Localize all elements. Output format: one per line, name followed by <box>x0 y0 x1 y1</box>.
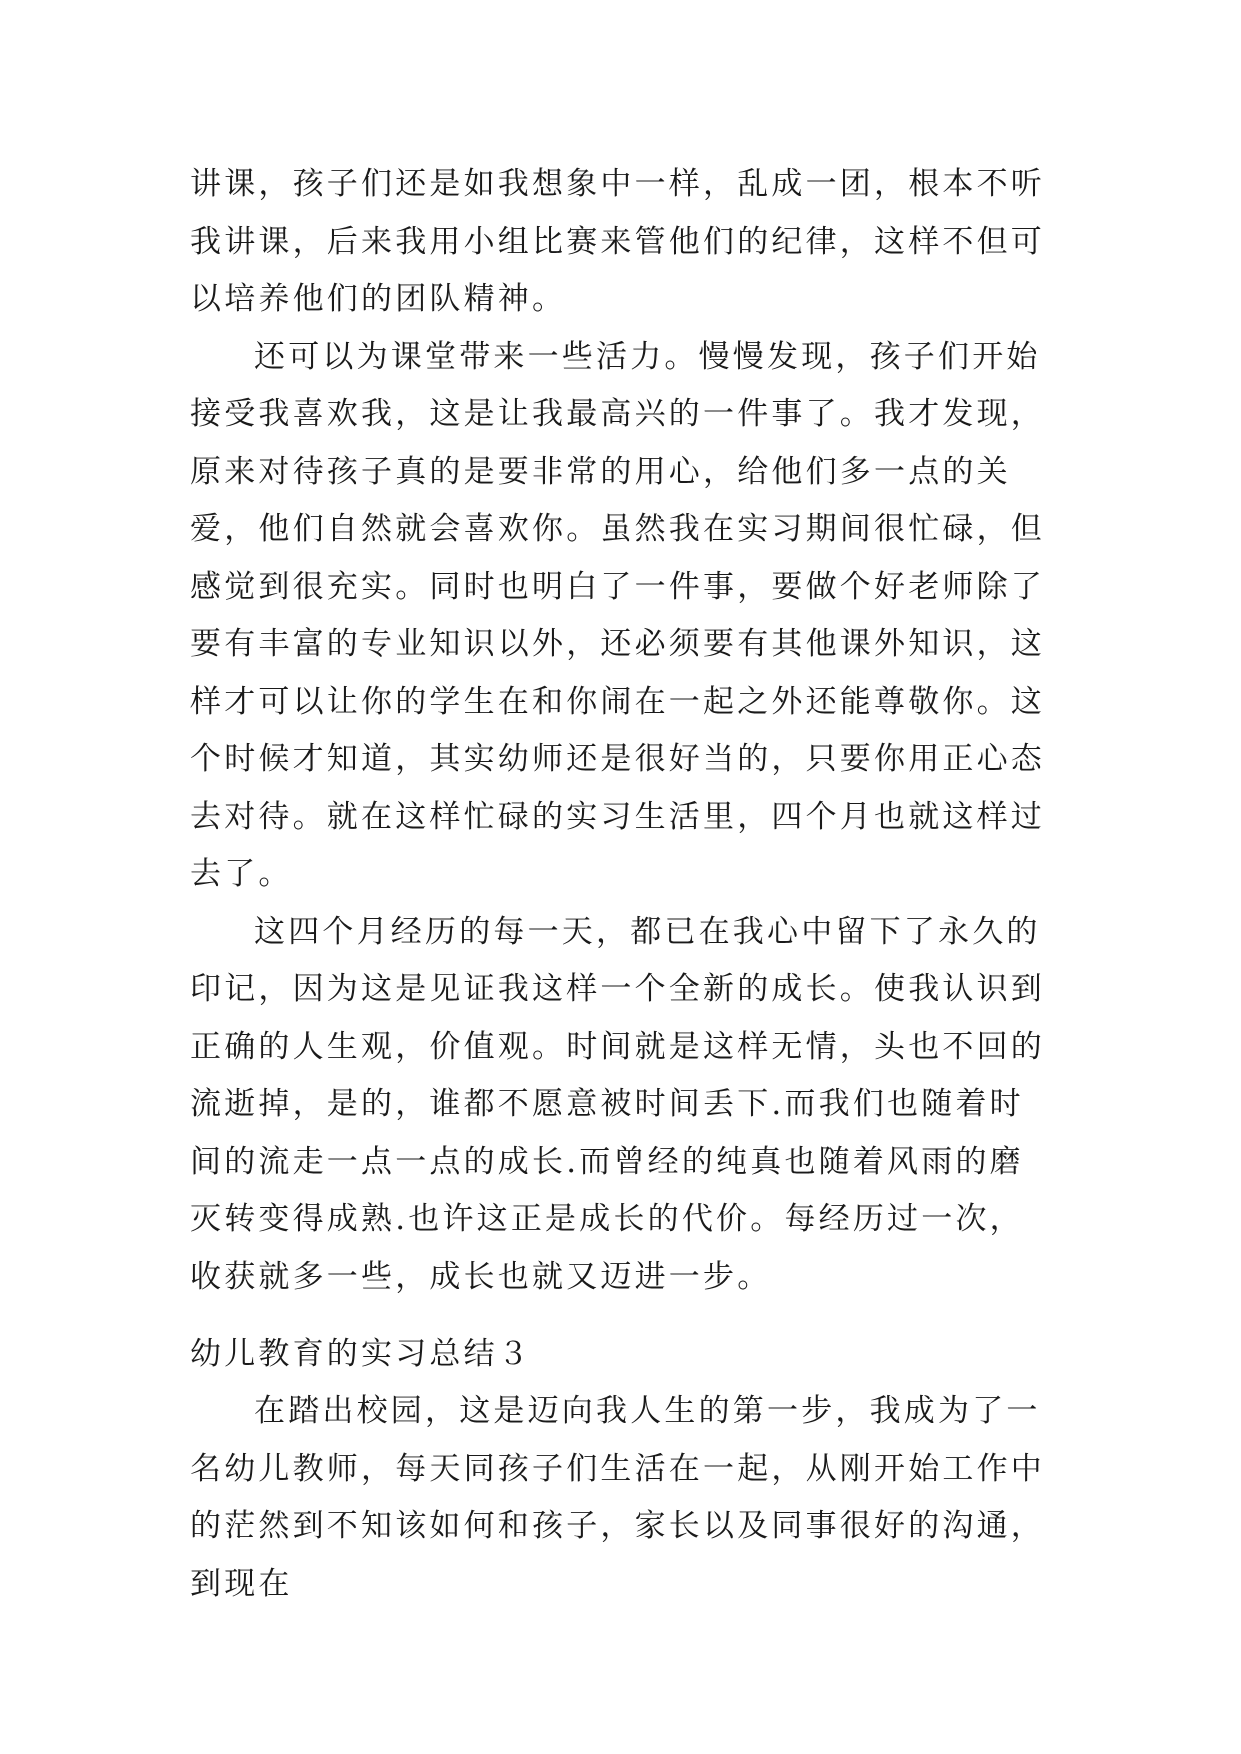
document-body <box>190 156 1050 1306</box>
paragraph-continued: 讲课，孩子们还是如我想象中一样，乱成一团，根本不听我讲课，后来我用小组比赛来管他们的纪律，这样不但可以培养他们的团队精神。 <box>190 166 1045 317</box>
section-body <box>190 1383 1050 1613</box>
paragraph: 在踏出校园，这是迈向我人生的第一步，我成为了一名幼儿教师，每天同孩子们生活在一起，从刚开始工作中的茫然到不知该如何和孩子，家长以及同事很好的沟通，到现在 <box>190 1393 1045 1602</box>
paragraph: 还可以为课堂带来一些活力。慢慢发现，孩子们开始接受我喜欢我，这是让我最高兴的一件事了。我才发现，原来对待孩子真的是要非常的用心，给他们多一点的关爱，他们自然就会喜欢你。虽然我在实习期间很忙碌，但感觉到很充实。同时也明白了一件事，要做个好老师除了要有丰富的专业知识以外，还必须要有其他课外知识，这样才可以让你的学生在和你闹在一起之外还能尊敬你。这个时候才知道，其实幼师还是很好当的，只要你用正心态去对待。就在这样忙碌的实习生活里，四个月也就这样过去了。 <box>190 338 1045 892</box>
section-title: 幼儿教育的实习总结３ <box>190 1336 532 1372</box>
paragraph: 这四个月经历的每一天，都已在我心中留下了永久的印记，因为这是见证我这样一个全新的成长。使我认识到正确的人生观，价值观。时间就是这样无情，头也不回的流逝掉，是的，谁都不愿意被时间丢下.而我们也随着时间的流走一点一点的成长.而曾经的纯真也随着风雨的磨灭转变得成熟.也许这正是成长的代价。每经历过一次，收获就多一些，成长也就又迈进一步。 <box>190 913 1045 1295</box>
